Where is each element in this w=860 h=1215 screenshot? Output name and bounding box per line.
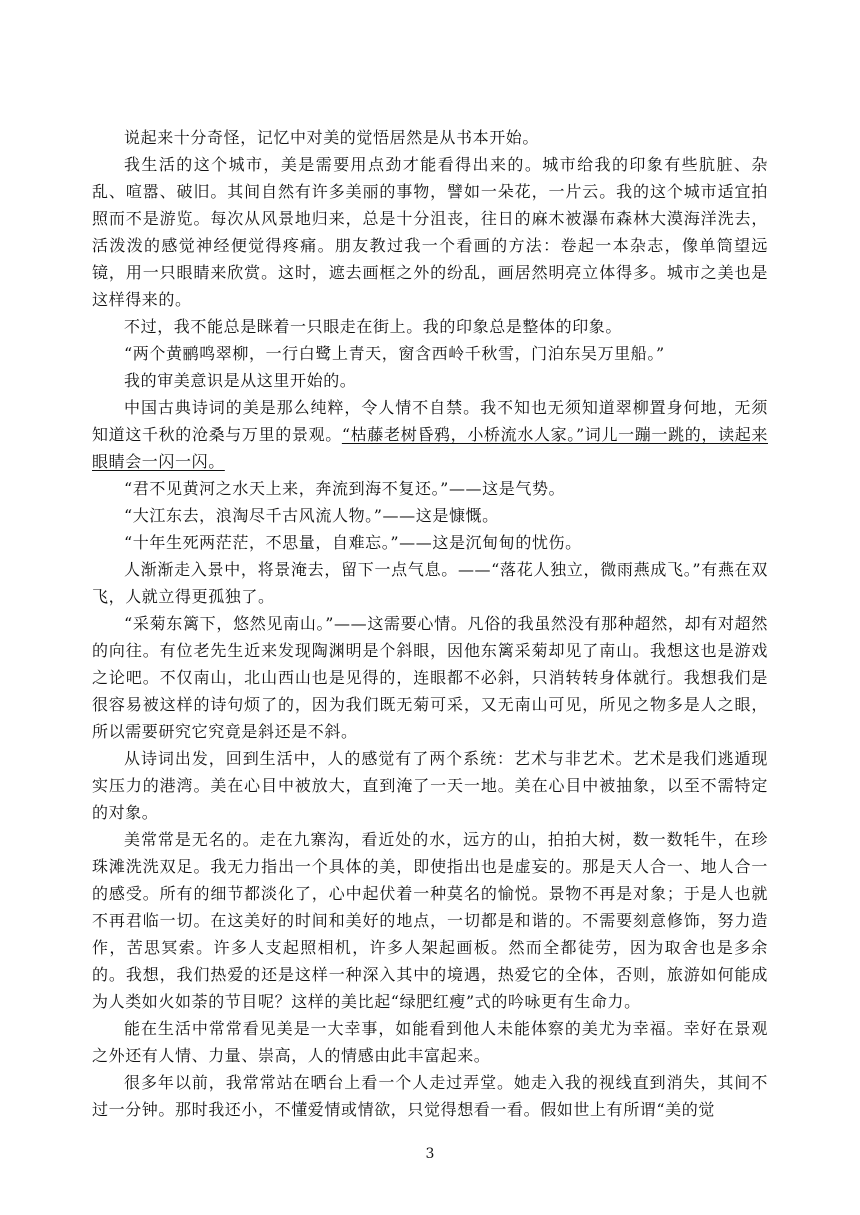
paragraph: “采菊东篱下，悠然见南山。”——这需要心情。凡俗的我虽然没有那种超然，却有对超然的向往。有位老先生近来发现陶渊明是个斜眼，因他东篱采菊却见了南山。我想这也是游戏之论吧。不仅南山，北山西山也是见得的，连眼都不必斜，只消转转身体就行。我想我们是很容易被这样的诗句烦了的，因为我们既无菊可采，又无南山可见，所见之物多是人之眼，所以需要研究它究竟是斜还是不斜。: [92, 614, 768, 741]
paragraph: 很多年以前，我常常站在晒台上看一个人走过弄堂。她走入我的视线直到消失，其间不过一分钟。那时我还小，不懂爱情或情欲，只觉得想看一看。假如世上有所谓“美的觉: [92, 1073, 768, 1119]
paragraph: 我的审美意识是从这里开始的。: [124, 371, 357, 390]
article-body: [92, 124, 768, 1123]
paragraph-text: 中国古典诗词的美是那么纯粹，令人情不自禁。我不知也无须知道翠柳置身何地，无须知道这千秋的沧桑与万里的景观。: [92, 398, 768, 444]
paragraph: 人渐渐走入景中，将景淹去，留下一点气息。——“落花人独立，微雨燕成飞。”有燕在双飞，人就立得更孤独了。: [92, 560, 768, 606]
paragraph: 能在生活中常常看见美是一大幸事，如能看到他人未能体察的美尤为幸福。幸好在景观之外还有人情、力量、崇高，人的情感由此丰富起来。: [92, 1019, 768, 1065]
paragraph: 不过，我不能总是眯着一只眼走在街上。我的印象总是整体的印象。: [124, 317, 623, 336]
paragraph: “十年生死两茫茫，不思量，自难忘。”——这是沉甸甸的忧伤。: [124, 533, 582, 552]
paragraph: “君不见黄河之水天上来，奔流到海不复还。”——这是气势。: [124, 479, 566, 498]
paragraph: “两个黄鹂鸣翠柳，一行白鹭上青天，窗含西岭千秋雪，门泊东吴万里船。”: [124, 344, 665, 363]
paragraph: 从诗词出发，回到生活中，人的感觉有了两个系统：艺术与非艺术。艺术是我们逃遁现实压力的港湾。美在心目中被放大，直到淹了一天一地。美在心目中被抽象，以至不需特定的对象。: [92, 749, 768, 822]
paragraph: 我生活的这个城市，美是需要用点劲才能看得出来的。城市给我的印象有些肮脏、杂乱、喧嚣、破旧。其间自然有许多美丽的事物，譬如一朵花，一片云。我的这个城市适宜拍照而不是游览。每次从风景地归来，总是十分沮丧，往日的麻木被瀑布森林大漠海洋洗去，活泼泼的感觉神经便觉得疼痛。朋友教过我一个看画的方法：卷起一本杂志，像单筒望远镜，用一只眼睛来欣赏。这时，遮去画框之外的纷乱，画居然明亮立体得多。城市之美也是这样得来的。: [92, 155, 768, 309]
paragraph: 美常常是无名的。走在九寨沟，看近处的水，远方的山，拍拍大树，数一数牦牛，在珍珠滩洗洗双足。我无力指出一个具体的美，即使指出也是虚妄的。那是天人合一、地人合一的感受。所有的细节都淡化了，心中起伏着一种莫名的愉悦。景物不再是对象；于是人也就不再君临一切。在这美好的时间和美好的地点，一切都是和谐的。不需要刻意修饰，努力造作，苦思冥索。许多人支起照相机，许多人架起画板。然而全都徒劳，因为取舍也是多余的。我想，我们热爱的还是这样一种深入其中的境遇，热爱它的全体，否则，旅游如何能成为人类如火如荼的节目呢？这样的美比起“绿肥红瘦”式的吟咏更有生命力。: [92, 830, 768, 1011]
paragraph: [92, 394, 768, 475]
underlined-sentence: “枯藤老树昏鸦，小桥流水人家。”词儿一蹦一跳的，读起来眼睛会一闪一闪。: [92, 425, 768, 471]
paragraph: “大江东去，浪淘尽千古风流人物。”——这是慷慨。: [124, 506, 499, 525]
page-number: 3: [425, 1146, 435, 1162]
paragraph: 说起来十分奇怪，记忆中对美的觉悟居然是从书本开始。: [124, 128, 540, 147]
